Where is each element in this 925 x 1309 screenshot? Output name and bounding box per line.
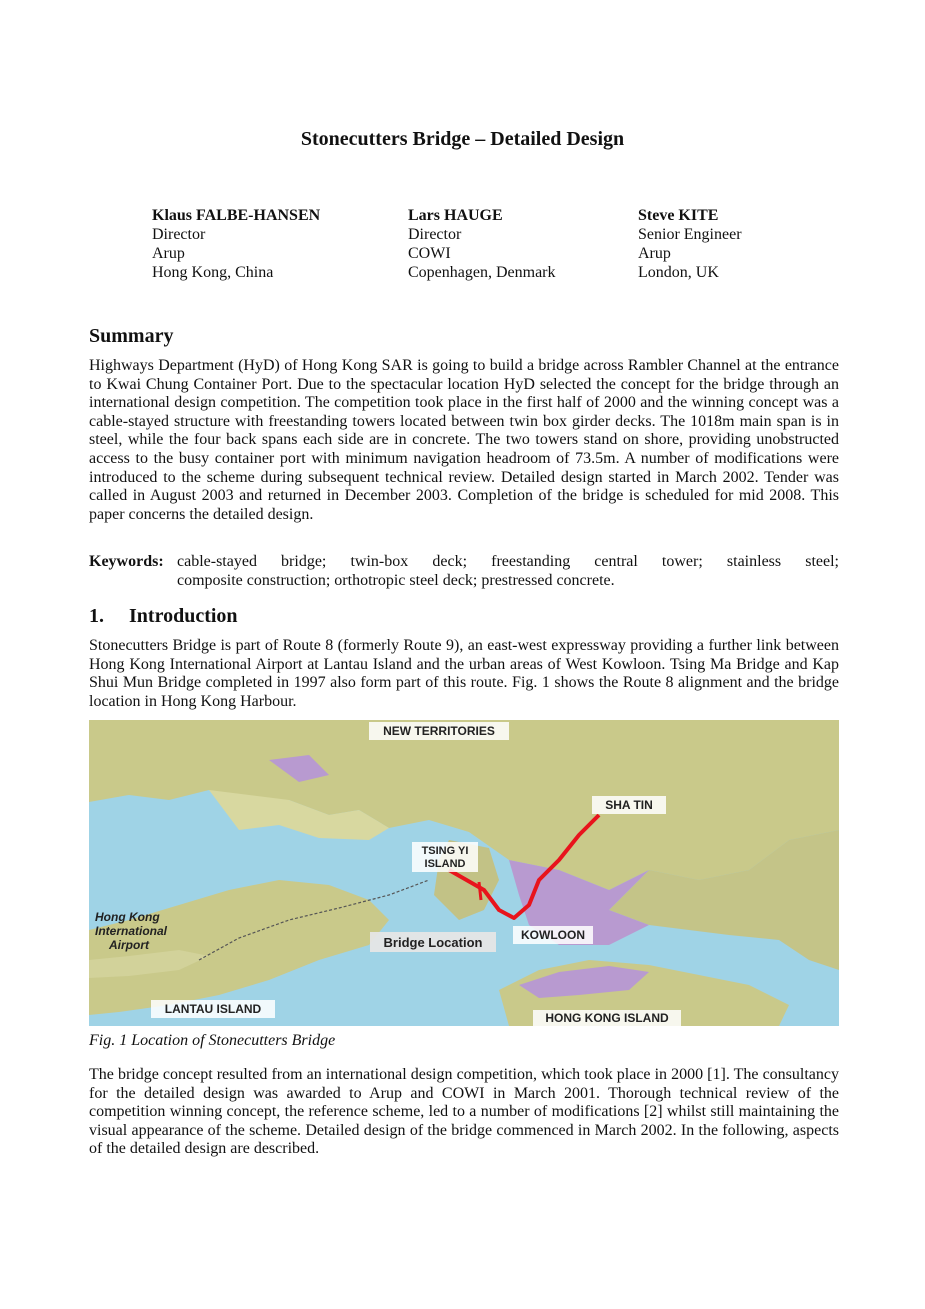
label-new-territories [369, 722, 509, 740]
svg-text:LANTAU ISLAND: LANTAU ISLAND [164, 1002, 262, 1016]
author-block [152, 206, 320, 282]
author-location: London, UK [638, 264, 719, 281]
figure-caption: Fig. 1 Location of Stonecutters Bridge [89, 1032, 336, 1049]
svg-text:Airport: Airport [109, 938, 149, 952]
label-kowloon [513, 926, 593, 944]
summary-heading: Summary [89, 325, 174, 347]
author-location: Hong Kong, China [152, 264, 274, 281]
intro-paragraph-2: The bridge concept resulted from an international design competition, which took place in 2000 [1]. The consultancy for the detailed design was awarded to Arup and COWI in March 2001. Thorough technical review of the competition winning concept, the reference scheme, led to a number of modifications [2] whilst still maintaining the visual appearance of the scheme. Detailed design of the bridge commenced in March 2002. In the following, aspects of the detailed design are described. [89, 1066, 839, 1158]
summary-paragraph: Highways Department (HyD) of Hong Kong SAR is going to build a bridge across Rambler Channel at the entrance to Kwai Chung Container Port. Due to the spectacular location HyD selected the concept for the bridge through an international design competition. The competition took place in the first half of 2000 and the winning concept was a cable-stayed structure with freestanding towers located between twin box girder decks. The 1018m main span is in steel, while the four back spans each side are in concrete. The two towers stand on shore, providing unobstructed access to the busy container port with minimum navigation headroom of 73.5m. A number of modifications were introduced to the scheme during subsequent technical review. Detailed design started in March 2002. Tender was called in August 2003 and returned in December 2003. Completion of the bridge is scheduled for mid 2008. This paper concerns the detailed design. [89, 357, 839, 523]
keywords-line-1: cable-stayed bridge; twin-box deck; freestanding central tower; stainless steel; [177, 553, 839, 570]
keywords-label: Keywords: [89, 553, 164, 570]
svg-text:HONG KONG ISLAND: HONG KONG ISLAND [545, 1011, 669, 1025]
author-org: COWI [408, 245, 451, 262]
author-role: Senior Engineer [638, 226, 742, 243]
svg-text:NEW TERRITORIES: NEW TERRITORIES [383, 724, 495, 738]
introduction-heading [89, 605, 238, 628]
route-8-branch [479, 882, 481, 900]
svg-text:Hong Kong: Hong Kong [95, 910, 160, 924]
label-hong-kong-island [533, 1010, 681, 1026]
paper-title: Stonecutters Bridge – Detailed Design [300, 128, 625, 150]
section-title: Introduction [129, 605, 238, 627]
svg-text:SHA TIN: SHA TIN [605, 798, 653, 812]
keywords-line-2: composite construction; orthotropic steel deck; prestressed concrete. [177, 572, 615, 589]
location-map-figure [89, 720, 839, 1026]
author-org: Arup [638, 245, 671, 262]
author-role: Director [408, 226, 462, 243]
author-block [408, 206, 556, 282]
intro-paragraph-1: Stonecutters Bridge is part of Route 8 (formerly Route 9), an east-west expressway providing a further link between Hong Kong International Airport at Lantau Island and the urban areas of West Kowloon. Tsing Ma Bridge and Kap Shui Mun Bridge completed in 1997 also form part of this route. Fig. 1 shows the Route 8 alignment and the bridge location in Hong Kong Harbour. [89, 637, 839, 710]
author-org: Arup [152, 245, 185, 262]
svg-text:International: International [95, 924, 168, 938]
author-name: Klaus FALBE-HANSEN [152, 207, 321, 224]
label-sha-tin [592, 796, 666, 814]
author-name: Lars HAUGE [408, 207, 503, 224]
section-number: 1. [89, 605, 104, 627]
label-tsing-yi [412, 842, 478, 872]
location-map [89, 720, 839, 1026]
keywords [89, 553, 839, 589]
author-location: Copenhagen, Denmark [408, 264, 556, 281]
author-role: Director [152, 226, 206, 243]
svg-text:Bridge Location: Bridge Location [383, 935, 483, 950]
author-name: Steve KITE [638, 207, 719, 224]
svg-text:TSING YI: TSING YI [421, 845, 469, 857]
svg-text:ISLAND: ISLAND [424, 858, 466, 870]
author-block [638, 206, 742, 282]
svg-text:KOWLOON: KOWLOON [521, 928, 585, 942]
label-bridge-location [370, 932, 496, 952]
label-lantau [151, 1000, 275, 1018]
